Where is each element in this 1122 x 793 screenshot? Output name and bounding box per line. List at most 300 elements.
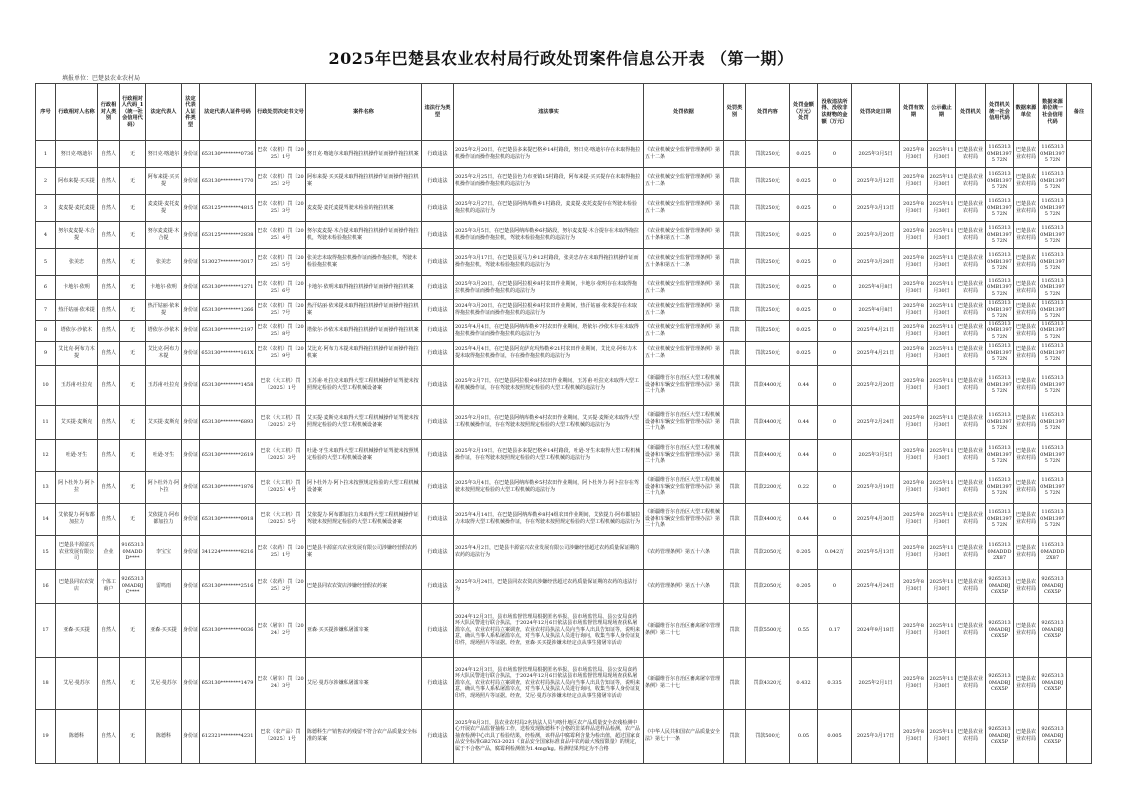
cell-pub: 2025年11月30日 — [928, 439, 956, 471]
table-row — [36, 365, 1092, 405]
cell-no: 5 — [36, 249, 56, 276]
cell-basis: 《农药管理条例》第五十六条 — [644, 535, 724, 569]
cell-remark — [1067, 249, 1092, 276]
cell-id: 653130********1876 — [200, 471, 256, 503]
cell-id: 653130********161X — [200, 341, 256, 365]
cell-amount: 0.025 — [790, 300, 818, 321]
cell-org: 巴楚县农业农村局 — [956, 709, 986, 763]
cell-kind: 罚款 — [724, 276, 746, 300]
cell-basis: 《新疆维吾尔自治区大型工程机械设备和车辆安全监督管理办法》第二十九条 — [644, 405, 724, 439]
cell-doc: 巴农（农机）罚〔2025〕3号 — [256, 195, 306, 222]
column-header: 处罚机关 — [956, 84, 986, 141]
cell-srccode: 11653130MB13975 72N — [1039, 249, 1067, 276]
table-row — [36, 320, 1092, 341]
cell-type: 行政违法 — [422, 657, 454, 709]
cell-date: 2024年9月18日 — [852, 603, 900, 657]
cell-no: 18 — [36, 657, 56, 709]
cell-rep: 玉苏甫·吐拉克 — [146, 365, 182, 405]
cell-orgcode: 11653130MB13975 72N — [986, 195, 1014, 222]
cell-srccode: 92653130MADBJC6X5P — [1039, 603, 1067, 657]
cell-remark — [1067, 168, 1092, 195]
cell-doc: 巴农（大工机）罚〔2025〕5号 — [256, 503, 306, 535]
cell-org: 巴楚县农业农村局 — [956, 439, 986, 471]
cell-content: 罚款250元 — [746, 168, 790, 195]
cell-code: 无 — [120, 141, 146, 168]
cell-doc: 巴农（大工机）罚〔2025〕2号 — [256, 405, 306, 439]
cell-idtype: 身份证 — [182, 439, 200, 471]
cell-name: 艾依提力·阿布都加拉力 — [56, 503, 98, 535]
cell-id: 653130********2619 — [200, 439, 256, 471]
cell-valid: 2025年8月30日 — [900, 657, 928, 709]
cell-cat: 自然人 — [98, 195, 120, 222]
cell-valid: 2025年8月30日 — [900, 222, 928, 249]
cell-case: 努日克·喀迪尔未取得拖拉机操作证而操作拖拉机案 — [306, 141, 422, 168]
cell-confis: 0 — [818, 320, 852, 341]
cell-basis: 《农业机械安全监督管理条例》第五十二条 — [644, 195, 724, 222]
cell-confis: 0 — [818, 195, 852, 222]
cell-idtype: 身份证 — [182, 300, 200, 321]
cell-amount: 0.025 — [790, 249, 818, 276]
cell-no: 17 — [36, 603, 56, 657]
table-row — [36, 341, 1092, 365]
cell-case: 玉苏甫·吐拉克未取得大型工程机械操作证驾驶未按照规定检验的大型工程机械设备案 — [306, 365, 422, 405]
cell-code: 无 — [120, 195, 146, 222]
cell-org: 巴楚县农业农村局 — [956, 471, 986, 503]
cell-src: 巴楚县农业农村局 — [1014, 503, 1039, 535]
cell-id: 653130********6893 — [200, 405, 256, 439]
cell-confis: 0 — [818, 569, 852, 603]
cell-basis: 《农业机械安全监督管理条例》第五十二条 — [644, 168, 724, 195]
cell-doc: 巴农（农机）罚〔2025〕8号 — [256, 320, 306, 341]
column-header: 法定代表人证件号码 — [200, 84, 256, 141]
cell-kind: 罚款 — [724, 503, 746, 535]
cell-remark — [1067, 471, 1092, 503]
cell-name: 张美忠 — [56, 249, 98, 276]
cell-rep: 雷鸣雨 — [146, 569, 182, 603]
cell-orgcode: 11653130MB13975 72N — [986, 168, 1014, 195]
cell-case: 艾比克·阿布力木提未取得拖拉机操作证而操作拖拉机案 — [306, 341, 422, 365]
cell-kind: 罚款 — [724, 141, 746, 168]
cell-rep: 阿卜杜外力·阿卜拉 — [146, 471, 182, 503]
cell-content: 罚款4400元 — [746, 503, 790, 535]
cell-basis: 《新疆维吾尔自治区畜禽屠宰管理条例》第二十七 — [644, 657, 724, 709]
cell-doc: 巴农（大工机）罚〔2025〕4号 — [256, 471, 306, 503]
cell-cat: 自然人 — [98, 365, 120, 405]
table-row — [36, 603, 1092, 657]
cell-fact: 2025年4月14日，在巴楚县阿纳库勒乡8村4组农田作业期间，艾依提力·阿布都加拉力未取得大型工程机械操作证，存在驾驶未按照规定检验的大型工程机械的违法行为 — [454, 503, 644, 535]
cell-idtype: 身份证 — [182, 471, 200, 503]
table-row — [36, 168, 1092, 195]
cell-no: 15 — [36, 535, 56, 569]
cell-case: 努尔麦麦提·木合提未取得拖拉机操作证而操作拖拉机，驾驶未检验拖拉机案 — [306, 222, 422, 249]
cell-pub: 2025年11月30日 — [928, 535, 956, 569]
cell-content: 罚款4400元 — [746, 405, 790, 439]
cell-type: 行政违法 — [422, 222, 454, 249]
cell-code: 91653130MADDD**** — [120, 535, 146, 569]
cell-type: 行政违法 — [422, 320, 454, 341]
column-header: 行政相对人代码_1（统一社会信用代码） — [120, 84, 146, 141]
cell-orgcode: 11653130MB13975 72N — [986, 471, 1014, 503]
cell-amount: 0.22 — [790, 471, 818, 503]
cell-src: 巴楚县农业农村局 — [1014, 141, 1039, 168]
column-header: 处罚决定日期 — [852, 84, 900, 141]
cell-remark — [1067, 365, 1092, 405]
cell-doc: 巴农（农机）罚〔2025〕9号 — [256, 341, 306, 365]
cell-confis: 0 — [818, 141, 852, 168]
cell-code: 无 — [120, 222, 146, 249]
cell-fact: 2025年2月27日，在巴楚县阿纳库勒乡1村路段，麦麦提·麦托麦提存在驾驶未检验拖拉机的违法行为 — [454, 195, 644, 222]
cell-doc: 巴农（农药）罚〔2025〕1号 — [256, 535, 306, 569]
cell-date: 2025年3月28日 — [852, 249, 900, 276]
cell-src: 巴楚县农业农村局 — [1014, 535, 1039, 569]
cell-id: 653130********0736 — [200, 141, 256, 168]
cell-case: 巴楚县同农农资店涉嫌经营假农药案 — [306, 569, 422, 603]
cell-org: 巴楚县农业农村局 — [956, 320, 986, 341]
cell-amount: 0.025 — [790, 195, 818, 222]
cell-remark — [1067, 141, 1092, 168]
cell-srccode: 11653130MB13975 72N — [1039, 365, 1067, 405]
cell-srccode: 11653130MB13975 72N — [1039, 168, 1067, 195]
cell-basis: 《农业机械安全监督管理条例》第五十条和第五十二条 — [644, 249, 724, 276]
cell-doc: 巴农（农机）罚〔2025〕5号 — [256, 249, 306, 276]
cell-pub: 2025年11月30日 — [928, 471, 956, 503]
cell-kind: 罚款 — [724, 195, 746, 222]
cell-valid: 2025年8月30日 — [900, 300, 928, 321]
cell-orgcode: 11653130MB13975 72N — [987, 320, 1012, 340]
cell-idtype: 身份证 — [182, 320, 200, 341]
cell-amount: 0.025 — [790, 141, 818, 168]
cell-orgcode: 11653130MB13975 72N — [986, 276, 1014, 300]
cell-pub: 2025年11月30日 — [928, 195, 956, 222]
cell-confis: 0.042万 — [818, 535, 852, 569]
cell-name: 麦麦提·麦托麦提 — [56, 195, 98, 222]
cell-doc: 巴农（农机）罚〔2025〕1号 — [256, 141, 306, 168]
table-row — [36, 471, 1092, 503]
cell-rep: 麦麦提·麦托麦提 — [146, 195, 182, 222]
cell-valid: 2025年8月30日 — [900, 320, 928, 341]
cell-valid: 2025年8月30日 — [900, 341, 928, 365]
cell-content: 罚款250元 — [746, 341, 790, 365]
cell-srccode: 11653130MB13975 72N — [1039, 195, 1067, 222]
penalty-table — [35, 83, 1092, 764]
cell-basis: 《新疆维吾尔自治区大型工程机械设备和车辆安全监督管理办法》第二十九条 — [644, 439, 724, 471]
cell-type: 行政违法 — [422, 503, 454, 535]
cell-cat: 自然人 — [98, 405, 120, 439]
cell-fact: 2025年8月3日，县农业农村局2名执法人员与喀什地区农产品质量安全农残检测中心开展农产品监督抽检工作，送检发现陈德科不合格的韭菜样品送样品检测，农产品抽查检测中心出具了检验结果，经检测，该样品中腐霉利含量为检出值，超过国家食品安全标准GB2763-2021《食品安全国家标准食品中农药最大残留限量》的规定，属于不合格产品，腐霉利检测值为1.4mg/kg。检测结果判定为不合格 — [454, 709, 644, 763]
cell-date: 2025年3月17日 — [852, 709, 900, 763]
cell-orgcode: 92653130MADBJC6X5P — [986, 709, 1014, 763]
cell-name: 艾尼·曼苏尔 — [56, 657, 98, 709]
cell-rep: 亚森·买买提 — [146, 603, 182, 657]
cell-case: 热汗姑丽·依米提未取得拖拉机操作证而操作拖拉机案 — [306, 300, 422, 321]
cell-org: 巴楚县农业农村局 — [956, 341, 986, 365]
cell-src: 巴楚县农业农村局 — [1014, 341, 1039, 365]
cell-src: 巴楚县农业农村局 — [1014, 405, 1039, 439]
table-row — [36, 657, 1092, 709]
cell-orgcode: 92653130MADBJC6X5P — [986, 657, 1014, 709]
cell-amount: 0.44 — [790, 365, 818, 405]
cell-src: 巴楚县农业农村局 — [1014, 222, 1039, 249]
cell-srccode: 11653130MB13975 72N — [1039, 222, 1067, 249]
cell-cat: 自然人 — [98, 471, 120, 503]
cell-fact: 2024年12月3日，县市场监督管理局根据匿名举报，县市场监管局、县公安局食药环大队民警进行联合执法，于2024年12月6日依法县市场监督管理局现场查获私屠滥宰点，农业农村局立案调查，农业农村局执法人员向当事人出具告知证等，说明来意，确认当事人系私屠滥宰点，对当事人及执法人员进行询问，收集当事人身份证复印件，现场照片等证据。经查，亚森·买买提涉嫌未经定点从事生猪屠宰活动 — [454, 603, 644, 657]
cell-remark — [1067, 276, 1092, 300]
cell-remark — [1067, 503, 1092, 535]
cell-content: 罚款4400元 — [746, 439, 790, 471]
cell-rep: 艾依提力·阿布都加拉力 — [146, 503, 182, 535]
cell-valid: 2025年8月30日 — [900, 168, 928, 195]
cell-pub: 2025年11月30日 — [928, 276, 956, 300]
cell-confis: 0 — [818, 503, 852, 535]
cell-kind: 罚款 — [724, 603, 746, 657]
cell-id: 341224********8216 — [200, 535, 256, 569]
cell-org: 巴楚县农业农村局 — [956, 405, 986, 439]
cell-org: 巴楚县农业农村局 — [956, 249, 986, 276]
cell-kind: 罚款 — [724, 365, 746, 405]
page-title: 2025年巴楚县农业农村局行政处罚案件信息公开表 （第一期） — [328, 49, 794, 68]
cell-date: 2025年3月19日 — [852, 471, 900, 503]
cell-rep: 艾比克·阿布力木提 — [146, 341, 182, 365]
cell-case: 吐逊·牙生未取得大型工程机械操作证驾驶未按照规定检验的大型工程机械设备案 — [306, 439, 422, 471]
cell-kind: 罚款 — [724, 709, 746, 763]
cell-pub: 2025年11月30日 — [928, 320, 956, 341]
cell-idtype: 身份证 — [182, 603, 200, 657]
cell-src: 巴楚县农业农村局 — [1014, 276, 1039, 300]
cell-src: 巴楚县农业农村局 — [1014, 657, 1039, 709]
cell-fact: 2025年3月20日，在巴楚县阿拉根乡8村农田作业期间，卡地尔·依明存在未取得拖拉机操作证而操作拖拉机的违法行为 — [454, 276, 644, 300]
cell-type: 行政违法 — [422, 141, 454, 168]
column-header: 处罚有效期 — [900, 84, 928, 141]
column-header: 行政相对人类别 — [98, 84, 120, 141]
cell-code: 无 — [120, 603, 146, 657]
column-header: 法定代表人 — [146, 84, 182, 141]
column-header: 行政处罚决定书文号 — [256, 84, 306, 141]
cell-content: 罚款5500元 — [746, 603, 790, 657]
cell-date: 2025年3月12日 — [852, 168, 900, 195]
cell-idtype: 身份证 — [182, 569, 200, 603]
cell-amount: 0.025 — [790, 168, 818, 195]
cell-case: 亚森·买买提涉嫌私屠滥宰案 — [306, 603, 422, 657]
cell-pub: 2025年11月30日 — [928, 569, 956, 603]
cell-valid: 2025年8月30日 — [900, 405, 928, 439]
cell-type: 行政违法 — [422, 300, 454, 321]
cell-amount: 0.44 — [790, 439, 818, 471]
cell-content: 罚款250元 — [746, 195, 790, 222]
cell-srccode: 11653130MB13975 72N — [1040, 300, 1065, 320]
cell-no: 19 — [36, 709, 56, 763]
cell-case: 阿卜杜外力·阿卜拉未按照规定检验的大型工程机械设备案 — [306, 471, 422, 503]
cell-name: 努日克·喀迪尔 — [56, 141, 98, 168]
cell-date: 2025年5月13日 — [852, 535, 900, 569]
cell-confis: 0 — [818, 276, 852, 300]
cell-no: 8 — [36, 320, 56, 341]
cell-rep: 艾买提·麦斯克 — [146, 405, 182, 439]
cell-src: 巴楚县农业农村局 — [1014, 569, 1039, 603]
cell-cat: 自然人 — [98, 320, 120, 341]
cell-fact: 2025年2月20日，在巴楚县多来提巴格乡14村路段，努日克·喀迪尔存在未取得拖拉机操作证而操作拖拉机的违法行为 — [454, 141, 644, 168]
cell-confis: 0 — [818, 439, 852, 471]
cell-code: 无 — [120, 168, 146, 195]
cell-basis: 《农业机械安全监督管理条例》第五十二条 — [644, 141, 724, 168]
cell-srccode: 92653130MADBJC6X5P — [1039, 657, 1067, 709]
column-header: 处罚机关统一社会信用代码 — [986, 84, 1014, 141]
cell-id: 653130********1770 — [200, 168, 256, 195]
cell-doc: 巴农（屠宰）罚〔2024〕2号 — [256, 603, 306, 657]
cell-idtype: 身份证 — [182, 535, 200, 569]
table-row — [36, 439, 1092, 471]
cell-content: 罚款250元 — [746, 222, 790, 249]
cell-confis: 0 — [818, 405, 852, 439]
cell-remark — [1067, 535, 1092, 569]
cell-fact: 2024年3月20日，在巴楚县阿拉根乡8村农田作业期间，热汗姑丽·依米提存在未取得拖拉机操作证而操作拖拉机的违法行为 — [454, 300, 644, 321]
cell-org: 巴楚县农业农村局 — [956, 276, 986, 300]
cell-type: 行政违法 — [422, 195, 454, 222]
cell-case: 陈德科生产销售农药残留不符合农产品质量安全标准的菜案 — [306, 709, 422, 763]
cell-rep: 张美忠 — [146, 249, 182, 276]
cell-amount: 0.025 — [790, 320, 818, 341]
cell-remark — [1067, 569, 1092, 603]
cell-fact: 2025年2月7日，在巴楚县阿拉根乡8村农田作业期间，玉苏甫·吐拉克未取得大型工程机械操作证，存在驾驶未按照规定检验的大型工程机械的违法行为 — [454, 365, 644, 405]
column-header: 序号 — [36, 84, 56, 141]
cell-kind: 罚款 — [724, 249, 746, 276]
cell-date: 2025年4月30日 — [852, 503, 900, 535]
cell-pub: 2025年11月30日 — [928, 657, 956, 709]
cell-remark — [1067, 603, 1092, 657]
cell-basis: 《农业机械安全监督管理条例》第五十二条 — [644, 341, 724, 365]
cell-id: 653130********2516 — [200, 569, 256, 603]
cell-doc: 巴农（农产品）罚〔2025〕1号 — [256, 709, 306, 763]
column-header: 处罚依据 — [644, 84, 724, 141]
cell-cat: 自然人 — [98, 603, 120, 657]
cell-cat: 自然人 — [98, 276, 120, 300]
cell-amount: 0.205 — [790, 569, 818, 603]
cell-idtype: 身份证 — [182, 222, 200, 249]
cell-cat: 自然人 — [98, 168, 120, 195]
cell-type: 行政违法 — [422, 405, 454, 439]
cell-srccode: 92653130MADBJC6X5P — [1039, 709, 1067, 763]
cell-amount: 0.44 — [790, 503, 818, 535]
cell-kind: 罚款 — [724, 535, 746, 569]
cell-no: 12 — [36, 439, 56, 471]
cell-idtype: 身份证 — [182, 341, 200, 365]
cell-srccode: 11653130MB13975 72N — [1039, 341, 1067, 365]
cell-cat: 自然人 — [98, 341, 120, 365]
cell-kind: 罚款 — [724, 439, 746, 471]
cell-no: 9 — [36, 341, 56, 365]
cell-confis: 0 — [818, 341, 852, 365]
cell-case: 巴楚县丰源富兴农业发展有限公司涉嫌经营假农药案 — [306, 535, 422, 569]
cell-src: 巴楚县农业农村局 — [1014, 709, 1039, 763]
cell-type: 行政违法 — [422, 249, 454, 276]
cell-date: 2025年4月21日 — [852, 320, 900, 341]
cell-no: 3 — [36, 195, 56, 222]
cell-type: 行政违法 — [422, 439, 454, 471]
cell-src: 巴楚县农业农村局 — [1014, 471, 1039, 503]
cell-pub: 2025年11月30日 — [928, 709, 956, 763]
column-header: 数据来源单位统一社会信用代码 — [1039, 84, 1067, 141]
cell-src: 巴楚县农业农村局 — [1014, 320, 1039, 341]
cell-fact: 2025年2月25日，在巴楚县色力布亚镇15村路段，阿布来提·买买提存在未取得拖拉机操作证而操作拖拉机的违法行为 — [454, 168, 644, 195]
cell-idtype: 身份证 — [182, 365, 200, 405]
cell-id: 653130********1271 — [200, 276, 256, 300]
cell-case: 艾依提力·阿布都加拉力未取得大型工程机械操作证驾驶未按照规定检验的大型工程机械设备案 — [306, 503, 422, 535]
cell-pub: 2025年11月30日 — [928, 222, 956, 249]
cell-no: 13 — [36, 471, 56, 503]
cell-valid: 2025年8月30日 — [900, 569, 928, 603]
cell-idtype: 身份证 — [182, 405, 200, 439]
cell-rep: 热汗姑丽·依米提 — [146, 300, 182, 321]
cell-id: 612321********4231 — [200, 709, 256, 763]
cell-src: 巴楚县农业农村局 — [1014, 195, 1039, 222]
cell-srccode: 11653130MB13975 72N — [1039, 471, 1067, 503]
cell-src: 巴楚县农业农村局 — [1014, 439, 1039, 471]
cell-kind: 罚款 — [724, 300, 746, 321]
cell-id: 653125********4815 — [200, 195, 256, 222]
cell-date: 2025年3月5日 — [852, 439, 900, 471]
cell-kind: 罚款 — [724, 341, 746, 365]
cell-cat: 自然人 — [98, 503, 120, 535]
table-row — [36, 535, 1092, 569]
table-row — [36, 222, 1092, 249]
cell-org: 巴楚县农业农村局 — [956, 535, 986, 569]
cell-org: 巴楚县农业农村局 — [956, 365, 986, 405]
column-header: 没收违法所得、没收非法财物的金额（万元） — [818, 84, 852, 141]
cell-case: 张美忠未取得拖拉机操作证而操作拖拉机，驾驶未检验拖拉机案 — [306, 249, 422, 276]
cell-no: 6 — [36, 276, 56, 300]
cell-id: 653130********0918 — [200, 503, 256, 535]
cell-srccode: 92653130MADBJC6X5P — [1039, 569, 1067, 603]
cell-pub: 2025年11月30日 — [928, 141, 956, 168]
cell-pub: 2025年11月30日 — [928, 365, 956, 405]
cell-amount: 0.025 — [790, 222, 818, 249]
cell-case: 阿布来提·买买提未取得拖拉机操作证而操作拖拉机案 — [306, 168, 422, 195]
cell-orgcode: 92653130MADBJC6X5P — [986, 603, 1014, 657]
cell-basis: 《新疆维吾尔自治区畜禽屠宰管理条例》第二十七 — [644, 603, 724, 657]
cell-fact: 2024年12月3日，县市场监督管理局根据匿名举报，县市场监管局、县公安局食药环大队民警进行联合执法，于2024年12月6日依法县市场监督管理局现场查获私屠滥宰点，农业农村局立案调查，农业农村局执法人员向当事人出具告知证等，说明来意，确认当事人系私屠滥宰点，对当事人及执法人员进行询问，收集当事人身份证复印件，现场照片等证据。经查，艾尼·曼苏尔涉嫌未经定点从事生猪屠宰活动 — [454, 657, 644, 709]
cell-confis: 0 — [818, 168, 852, 195]
cell-rep: 艾尼·曼苏尔 — [146, 657, 182, 709]
table-row — [36, 405, 1092, 439]
table-row — [36, 300, 1092, 321]
table-row — [36, 709, 1092, 763]
cell-date: 2025年3月5日 — [852, 141, 900, 168]
cell-valid: 2025年8月30日 — [900, 141, 928, 168]
cell-type: 行政违法 — [422, 535, 454, 569]
cell-confis: 0.17 — [818, 603, 852, 657]
cell-basis: 《农业机械安全监督管理条例》第五十二条 — [644, 320, 724, 341]
cell-cat: 企业 — [98, 535, 120, 569]
cell-type: 行政违法 — [422, 276, 454, 300]
cell-idtype: 身份证 — [182, 168, 200, 195]
cell-confis: 0 — [818, 249, 852, 276]
cell-doc: 巴农（农机）罚〔2025〕4号 — [256, 222, 306, 249]
cell-rep: 努尔麦麦提·木合提 — [146, 222, 182, 249]
cell-code: 92653130MADBJC**** — [120, 569, 146, 603]
column-header: 法定代表人证件类型 — [182, 84, 200, 141]
cell-remark — [1067, 709, 1092, 763]
cell-id: 653130********0036 — [200, 603, 256, 657]
cell-no: 4 — [36, 222, 56, 249]
cell-name: 亚森·买买提 — [56, 603, 98, 657]
cell-cat: 个体工商户 — [98, 569, 120, 603]
cell-content: 罚款2200元 — [746, 471, 790, 503]
cell-srccode: 11653130MB13975 72N — [1039, 439, 1067, 471]
cell-code: 无 — [120, 405, 146, 439]
cell-kind: 罚款 — [724, 569, 746, 603]
cell-name: 阿卜杜外力·阿卜拉 — [56, 471, 98, 503]
column-header: 违法事实 — [454, 84, 644, 141]
cell-case: 艾买提·麦斯克未取得大型工程机械操作证驾驶未按照规定检验的大型工程机械设备案 — [306, 405, 422, 439]
